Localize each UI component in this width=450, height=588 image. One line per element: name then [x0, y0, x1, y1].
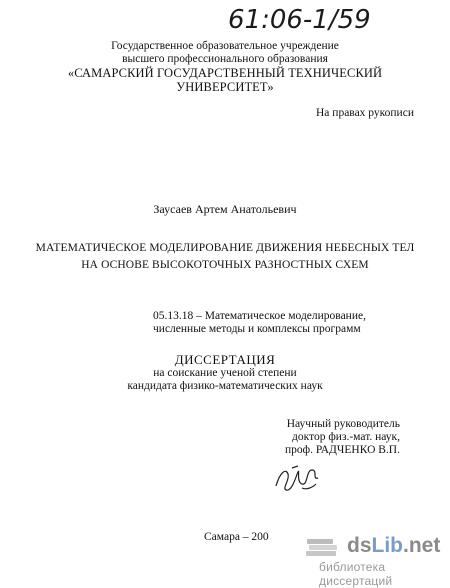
- dissertation-title-line-2: НА ОСНОВЕ ВЫСОКОТОЧНЫХ РАЗНОСТНЫХ СХЕМ: [81, 259, 369, 271]
- handwritten-archive-number: [226, 2, 416, 36]
- specialty-line-1: 05.13.18 – Математическое моделирование,: [153, 310, 366, 322]
- degree-line-2: кандидата физико-математических наук: [127, 380, 323, 392]
- supervisor-line-2: доктор физ.-мат. наук,: [292, 431, 400, 443]
- stacked-books-icon: [304, 537, 342, 559]
- dslib-watermark: [300, 533, 450, 588]
- dissertation-heading: ДИССЕРТАЦИЯ: [174, 352, 276, 367]
- institution-name-line-2: УНИВЕРСИТЕТ»: [176, 80, 274, 94]
- author-name: Заусаев Артем Анатольевич: [153, 202, 297, 216]
- handwritten-signature: [272, 462, 326, 494]
- specialty-line-2: численные методы и комплексы программ: [153, 323, 361, 335]
- manuscript-rights: На правах рукописи: [316, 107, 414, 119]
- institution-line-1: Государственное образовательное учреждение: [111, 40, 339, 52]
- watermark-logo-main: ds: [347, 534, 372, 557]
- supervisor-line-3: проф. РАДЧЕНКО В.П.: [284, 444, 400, 456]
- dissertation-title-line-1: МАТЕМАТИЧЕСКОЕ МОДЕЛИРОВАНИЕ ДВИЖЕНИЯ НЕБЕСНЫХ ТЕЛ: [35, 242, 415, 254]
- institution-name-line-1: «САМАРСКИЙ ГОСУДАРСТВЕННЫЙ ТЕХНИЧЕСКИЙ: [67, 66, 383, 80]
- watermark-logo: [347, 534, 440, 558]
- degree-line-1: на соискание ученой степени: [153, 367, 297, 379]
- watermark-logo-tail: .net: [403, 534, 441, 557]
- archive-number-text: 61:06-1/59: [228, 5, 371, 35]
- supervisor-line-1: Научный руководитель: [286, 418, 400, 430]
- watermark-logo-accent: Lib: [371, 534, 404, 557]
- institution-line-2: высшего профессионального образования: [122, 53, 328, 65]
- city-year: Самара – 200: [204, 531, 269, 543]
- watermark-subtitle: библиотека диссертаций: [319, 560, 393, 588]
